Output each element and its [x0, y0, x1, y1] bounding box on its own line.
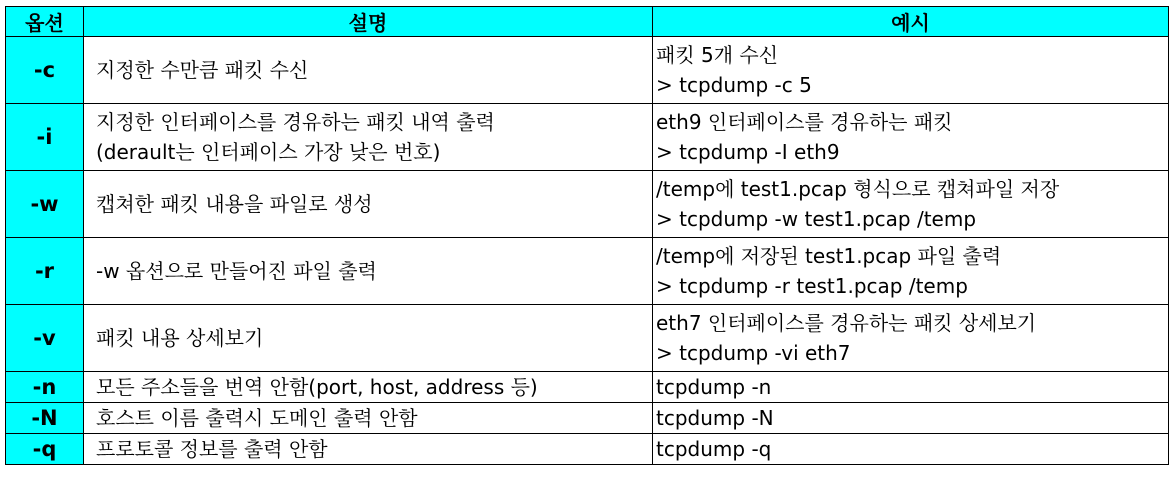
table-row	[6, 238, 1169, 305]
example-line: eth9 인터페이스를 경유하는 패킷	[656, 110, 953, 134]
example-cell	[653, 305, 1169, 372]
example-cell	[653, 403, 1169, 434]
example-line: tcpdump -q	[656, 437, 772, 461]
example-line: > tcpdump -r test1.pcap /temp	[656, 274, 968, 298]
option-cell: -v	[6, 305, 84, 372]
description-cell	[84, 37, 653, 104]
description-line: 호스트 이름 출력시 도메인 출력 안함	[96, 406, 418, 430]
description-line: 패킷 내용 상세보기	[96, 326, 264, 350]
description-line: 지정한 수만큼 패킷 수신	[96, 58, 309, 82]
example-line: tcpdump -N	[656, 406, 774, 430]
example-line: > tcpdump -w test1.pcap /temp	[656, 207, 977, 231]
description-cell	[84, 434, 653, 465]
table-row	[6, 403, 1169, 434]
description-cell	[84, 403, 653, 434]
example-cell	[653, 37, 1169, 104]
example-line: /temp에 저장된 test1.pcap 파일 출력	[656, 244, 1002, 268]
header-example: 예시	[653, 7, 1169, 37]
description-cell	[84, 372, 653, 403]
description-line: (derault는 인터페이스 가장 낮은 번호)	[96, 140, 441, 164]
example-line: > tcpdump -vi eth7	[656, 341, 851, 365]
example-cell	[653, 434, 1169, 465]
example-line: tcpdump -n	[656, 375, 772, 399]
header-row	[6, 7, 1169, 37]
tcpdump-options-table	[5, 6, 1169, 465]
option-cell: -N	[6, 403, 84, 434]
option-cell: -n	[6, 372, 84, 403]
example-cell	[653, 238, 1169, 305]
description-line: 캡쳐한 패킷 내용을 파일로 생성	[96, 192, 373, 216]
description-cell	[84, 171, 653, 238]
example-cell	[653, 171, 1169, 238]
option-cell: -c	[6, 37, 84, 104]
option-cell: -q	[6, 434, 84, 465]
example-line: > tcpdump -I eth9	[656, 140, 840, 164]
option-cell: -r	[6, 238, 84, 305]
header-option: 옵션	[6, 7, 84, 37]
table-row	[6, 171, 1169, 238]
option-cell: -w	[6, 171, 84, 238]
example-line: /temp에 test1.pcap 형식으로 캡쳐파일 저장	[656, 177, 1060, 201]
table-row	[6, 434, 1169, 465]
example-line: > tcpdump -c 5	[656, 73, 812, 97]
table-row	[6, 37, 1169, 104]
description-cell	[84, 238, 653, 305]
table-row	[6, 305, 1169, 372]
table-row	[6, 104, 1169, 171]
description-line: -w 옵션으로 만들어진 파일 출력	[96, 259, 377, 283]
description-line: 모든 주소들을 번역 안함(port, host, address 등)	[96, 375, 538, 399]
example-cell	[653, 104, 1169, 171]
header-description: 설명	[84, 7, 653, 37]
option-cell: -i	[6, 104, 84, 171]
description-cell	[84, 305, 653, 372]
example-line: eth7 인터페이스를 경유하는 패킷 상세보기	[656, 311, 1037, 335]
description-line: 프로토콜 정보를 출력 안함	[96, 437, 328, 461]
table-row	[6, 372, 1169, 403]
example-cell	[653, 372, 1169, 403]
description-line: 지정한 인터페이스를 경유하는 패킷 내역 출력	[96, 110, 495, 134]
example-line: 패킷 5개 수신	[656, 43, 779, 67]
description-cell	[84, 104, 653, 171]
